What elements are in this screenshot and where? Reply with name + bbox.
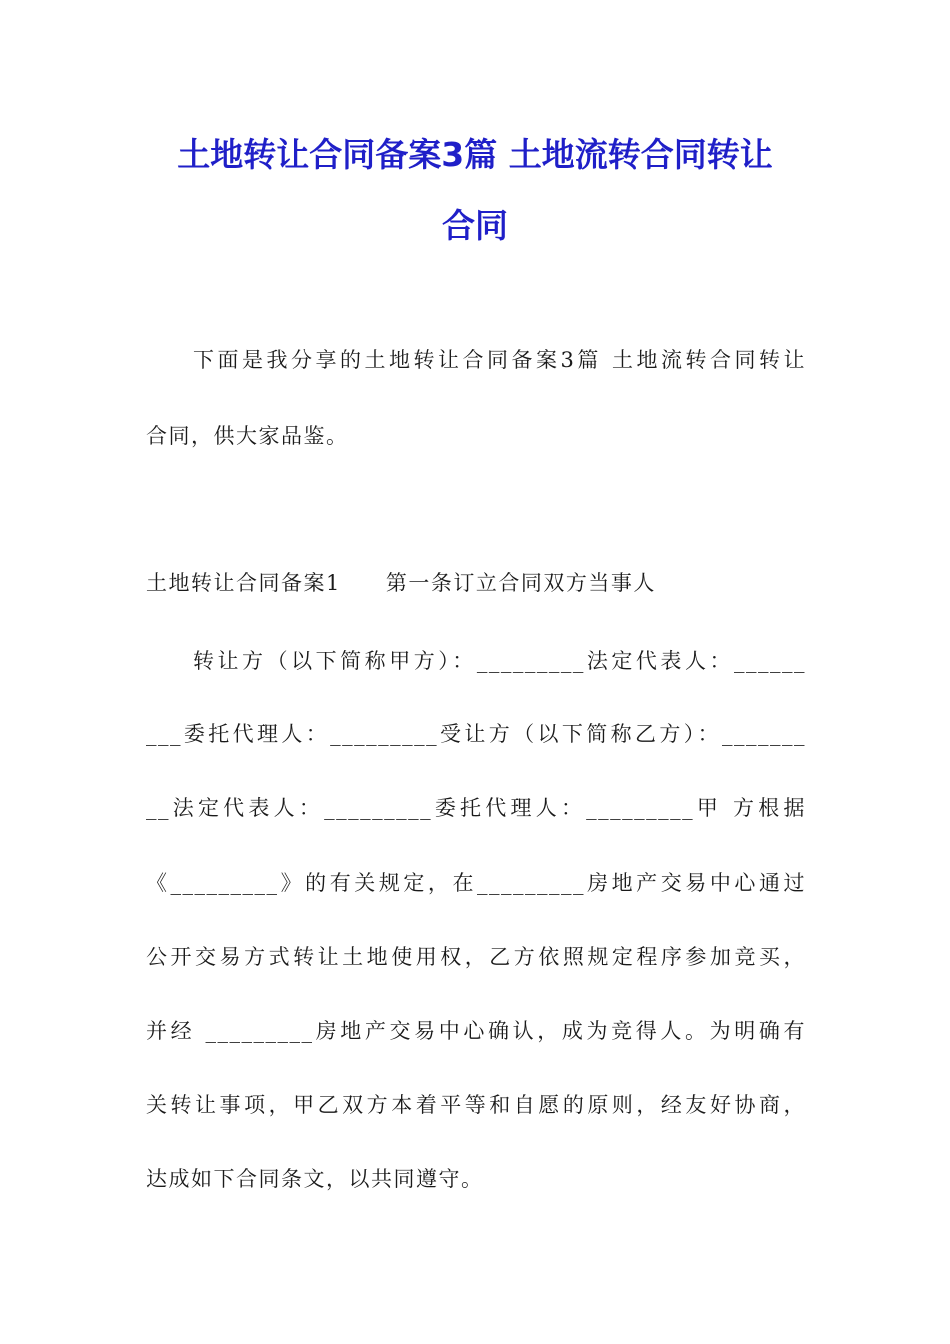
intro-paragraph-line-2: 合同，供大家品鉴。	[146, 424, 349, 448]
document-title-line-2: 合同	[442, 206, 508, 245]
body-line: ___委托代理人：_________受让方（以下简称乙方）：_______	[146, 722, 806, 746]
body-line: 达成如下合同条文，以共同遵守。	[146, 1167, 484, 1191]
body-line: 《_________》的有关规定，在_________房地产交易中心通过	[146, 871, 806, 895]
document-title-line-1: 土地转让合同备案3篇 土地流转合同转让	[177, 135, 773, 174]
intro-paragraph-line-1: 下面是我分享的土地转让合同备案3篇 土地流转合同转让	[193, 348, 806, 372]
body-line: __法定代表人：_________委托代理人：_________甲 方根据	[146, 796, 806, 820]
body-line: 并经 _________房地产交易中心确认，成为竞得人。为明确有	[146, 1019, 806, 1043]
body-line: 转让方（以下简称甲方）：_________法定代表人：______	[193, 649, 806, 673]
section-heading: 土地转让合同备案1 第一条订立合同双方当事人	[146, 571, 656, 595]
body-line: 关转让事项，甲乙双方本着平等和自愿的原则，经友好协商，	[146, 1093, 806, 1117]
body-line: 公开交易方式转让土地使用权，乙方依照规定程序参加竞买，	[146, 945, 806, 969]
